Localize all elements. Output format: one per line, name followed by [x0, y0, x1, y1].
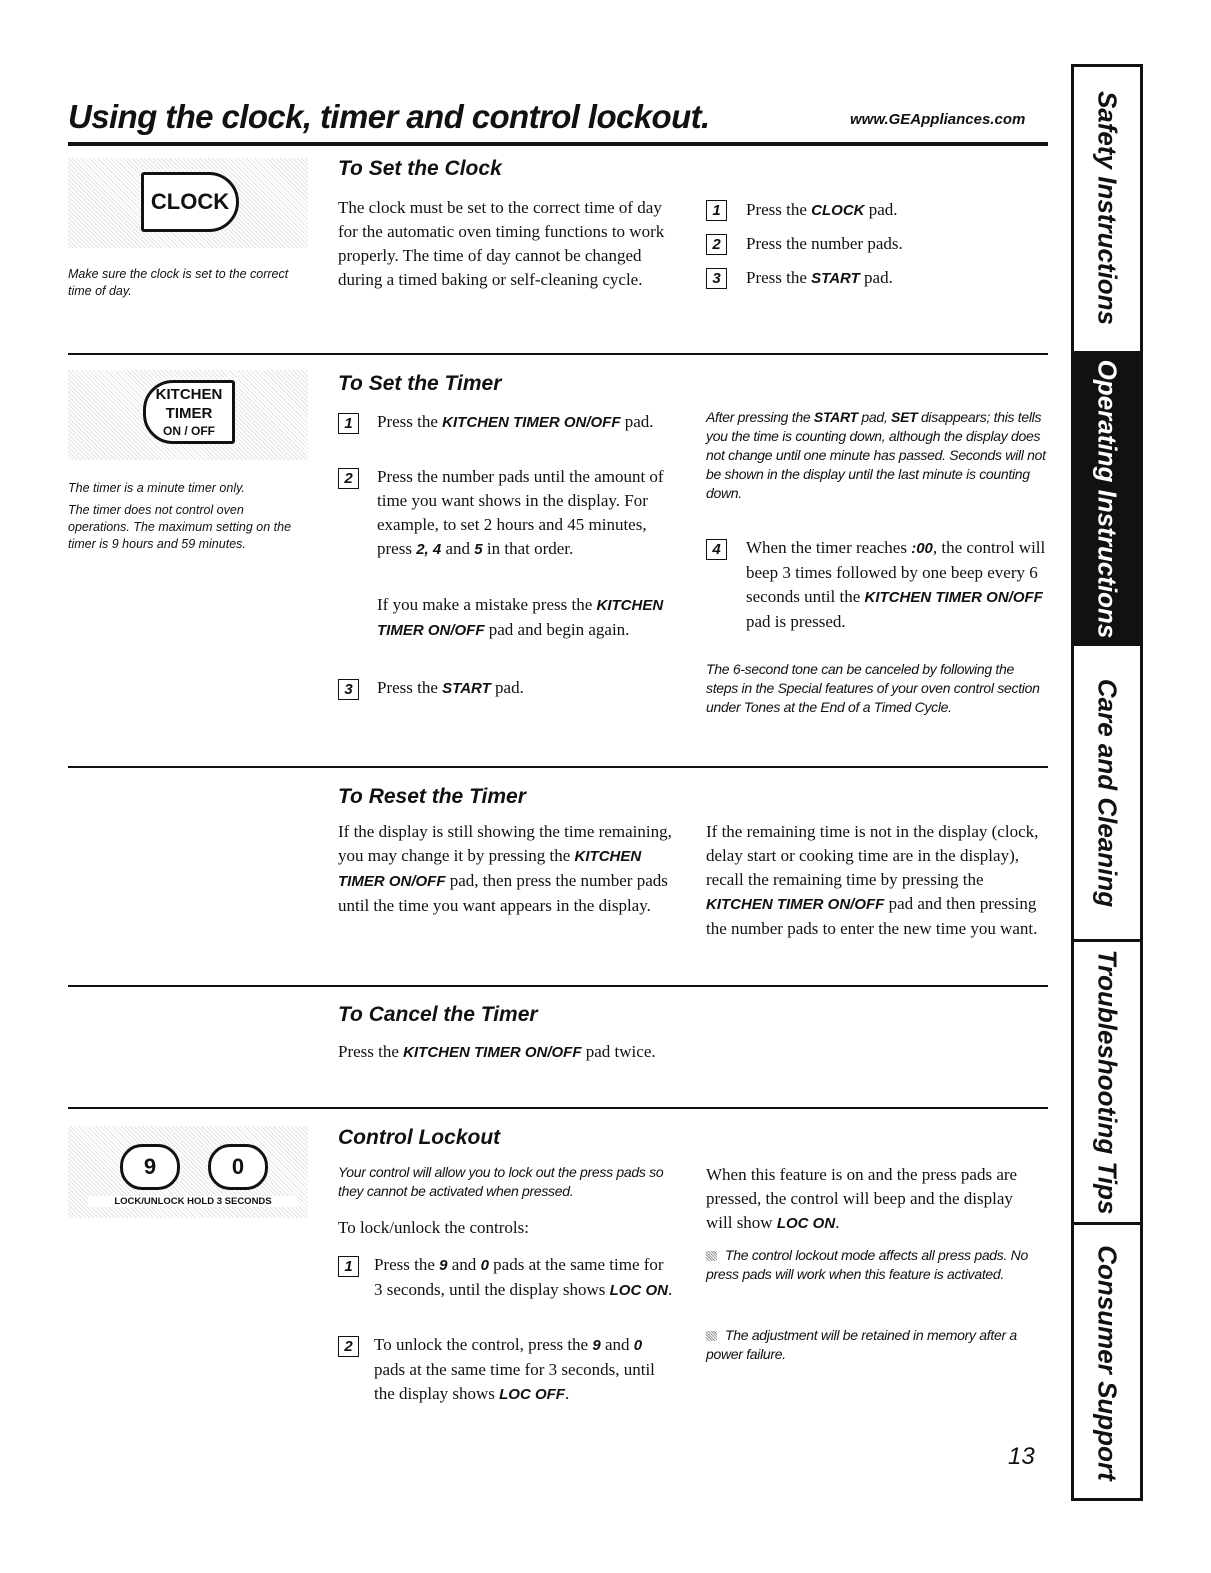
control-lockout-heading: Control Lockout	[338, 1126, 501, 1149]
tab-operating-instructions[interactable]: Operating Instructions	[1071, 351, 1143, 643]
section-divider	[68, 766, 1048, 768]
number-0-pad: 0	[208, 1144, 268, 1190]
reset-timer-heading: To Reset the Timer	[338, 785, 526, 808]
tab-care-and-cleaning[interactable]: Care and Cleaning	[1071, 643, 1143, 939]
tab-troubleshooting-tips[interactable]: Troubleshooting Tips	[1071, 939, 1143, 1222]
tab-safety-instructions[interactable]: Safety Instructions	[1092, 90, 1123, 325]
step-number: 1	[706, 200, 727, 221]
tab-consumer-support[interactable]: Consumer Support	[1071, 1222, 1143, 1501]
lockout-right-text: When this feature is on and the press pads are pressed, the control will beep and the display will show LOC ON.	[706, 1165, 1018, 1232]
section-divider	[68, 985, 1048, 987]
set-clock-body: The clock must be set to the correct time of day for the automatic oven timing functions to work properly. The time of day cannot be changed during a timed baking or self-cleaning cycle.	[338, 198, 665, 289]
reset-timer-left: If the display is still showing the time remaining, you may change it by pressing the KITCHEN TIMER ON/OFF pad, then press the number pads until the time you want appears in the display.	[338, 822, 672, 915]
clock-pad	[141, 172, 239, 232]
reset-timer-right: If the remaining time is not in the display (clock, delay start or cooking time are in the display), recall the remaining time by pressing the KITCHEN TIMER ON/OFF pad and then pressing the number pads to enter the new time you want.	[706, 822, 1039, 938]
lockout-intro: To lock/unlock the controls:	[338, 1218, 529, 1237]
timer-pad-illustration	[68, 370, 308, 460]
header-rule	[68, 142, 1048, 146]
timer-caption-1: The timer is a minute timer only.	[68, 481, 245, 495]
timer-start-note: After pressing the START pad, SET disappears; this tells you the time is counting down, although the display does not change until one minute has passed. Seconds will not be shown in the display until the last minute is counting down.	[706, 409, 1046, 501]
clock-pad-label: CLOCK	[150, 189, 230, 214]
section-divider	[68, 353, 1048, 355]
kitchen-timer-pad: KITCHEN TIMER ON / OFF	[143, 380, 235, 444]
lockout-intro-note: Your control will allow you to lock out the press pads so they cannot be activated when pressed.	[338, 1164, 664, 1199]
page-title: Using the clock, timer and control lockout.	[68, 98, 710, 135]
set-timer-heading: To Set the Timer	[338, 372, 502, 395]
website-url[interactable]: www.GEAppliances.com	[850, 111, 1026, 128]
lockout-bullet-1: The control lockout mode affects all press pads. No press pads will work when this feature is activated.	[706, 1247, 1028, 1282]
lockout-pad-illustration	[68, 1126, 308, 1218]
page-number: 13	[1008, 1443, 1035, 1470]
clock-caption: Make sure the clock is set to the correct time of day.	[68, 267, 289, 298]
timer-tone-note: The 6-second tone can be canceled by following the steps in the Special features of your oven control section under Tones at the End of a Timed Cycle.	[706, 661, 1040, 715]
step-number: 2	[706, 234, 727, 255]
timer-caption-2: The timer does not control oven operations. The maximum setting on the timer is 9 hours and 59 minutes.	[68, 503, 292, 551]
number-9-pad: 9	[120, 1144, 180, 1190]
cancel-timer-heading: To Cancel the Timer	[338, 1003, 538, 1026]
bullet-icon	[706, 1331, 717, 1341]
bullet-icon	[706, 1251, 717, 1261]
cancel-timer-body: Press the KITCHEN TIMER ON/OFF pad twice.	[338, 1042, 656, 1061]
step-number: 3	[706, 268, 727, 289]
lockout-bullet-2: The adjustment will be retained in memory after a power failure.	[706, 1327, 1017, 1362]
clock-pad-illustration	[68, 158, 308, 248]
set-clock-heading: To Set the Clock	[338, 157, 502, 180]
lockout-pad-caption: LOCK/UNLOCK HOLD 3 SECONDS	[88, 1196, 298, 1207]
section-divider	[68, 1107, 1048, 1109]
timer-mistake-note: If you make a mistake press the KITCHEN TIMER ON/OFF pad and begin again.	[377, 595, 664, 639]
